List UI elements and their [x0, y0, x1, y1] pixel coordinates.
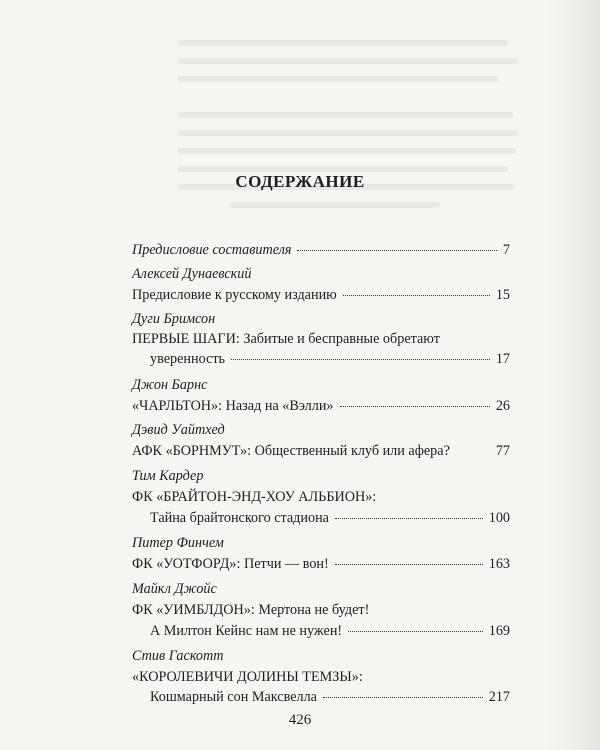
- dot-leader: [231, 359, 490, 360]
- toc-page-number: 100: [488, 510, 510, 526]
- toc-entry-title: «ЧАРЛЬТОН»: Назад на «Вэлли»: [132, 398, 334, 414]
- toc-entry-title: ФК «УОТФОРД»: Петчи — вон!: [132, 556, 329, 572]
- toc-page-number: 169: [488, 623, 510, 639]
- toc-entry-title: Предисловие составителя: [132, 242, 292, 258]
- toc-entry: [132, 398, 510, 415]
- toc-entry-title-continued: Тайна брайтонского стадиона: [150, 510, 329, 526]
- toc-entry-title: АФК «БОРНМУТ»: Общественный клуб или афера?: [132, 443, 450, 459]
- toc-entry-title-continued: Кошмарный сон Максвелла: [150, 689, 317, 705]
- toc-entry-title-continued: уверенность: [150, 351, 225, 367]
- dot-leader: [340, 406, 490, 407]
- toc-page-number: 7: [502, 242, 510, 258]
- toc-entry: [150, 623, 510, 640]
- toc-author: Алексей Дунаевский: [132, 266, 252, 282]
- toc-entry: [150, 351, 510, 368]
- dot-leader: [297, 250, 496, 251]
- toc-entry: [132, 287, 510, 304]
- toc-author: Джон Барнс: [132, 377, 208, 393]
- toc-author: Тим Кардер: [132, 468, 204, 484]
- toc-entry: [132, 443, 510, 460]
- dot-leader: [323, 697, 483, 698]
- toc-entry: [132, 556, 510, 573]
- toc-author: Стив Гаскотт: [132, 648, 224, 664]
- bleed-through-line: [230, 202, 440, 208]
- bleed-through-line: [178, 112, 513, 118]
- toc-page-number: 163: [488, 556, 510, 572]
- bleed-through-line: [178, 148, 516, 154]
- toc-author: Дэвид Уайтхед: [132, 422, 225, 438]
- toc-author: Дуги Бримсон: [132, 311, 216, 327]
- dot-leader: [335, 564, 483, 565]
- dot-leader: [348, 631, 483, 632]
- toc-page-number: 15: [495, 287, 510, 303]
- toc-entry-title: ФК «УИМБЛДОН»: Мертона не будет!: [132, 602, 370, 618]
- page-number: 426: [288, 712, 312, 728]
- toc-entry: [150, 510, 510, 527]
- page-edge-shadow: [542, 0, 600, 750]
- bleed-through-line: [178, 40, 508, 46]
- toc-author: Майкл Джойс: [132, 581, 217, 597]
- dot-leader: [335, 518, 483, 519]
- toc-page-number: 17: [495, 351, 510, 367]
- toc-entry-title: ФК «БРАЙТОН-ЭНД-ХОУ АЛЬБИОН»:: [132, 489, 377, 505]
- toc-page-number: 77: [495, 443, 510, 459]
- toc-page-number: 217: [488, 689, 510, 705]
- bleed-through-line: [178, 58, 518, 64]
- toc-entry-preface: [132, 242, 510, 259]
- toc-entry-title: ПЕРВЫЕ ШАГИ: Забитые и бесправные обретают: [132, 331, 440, 347]
- toc-author: Питер Финчем: [132, 535, 224, 551]
- toc-entry-title: Предисловие к русскому изданию: [132, 287, 337, 303]
- toc-entry-title-continued: А Милтон Кейнс нам не нужен!: [150, 623, 343, 639]
- bleed-through-line: [178, 130, 518, 136]
- dot-leader: [343, 295, 490, 296]
- toc-page-number: 26: [495, 398, 510, 414]
- page-title: СОДЕРЖАНИЕ: [235, 172, 365, 191]
- bleed-through-line: [178, 76, 498, 82]
- toc-entry: [150, 689, 510, 706]
- toc-entry-title: «КОРОЛЕВИЧИ ДОЛИНЫ ТЕМЗЫ»:: [132, 669, 363, 685]
